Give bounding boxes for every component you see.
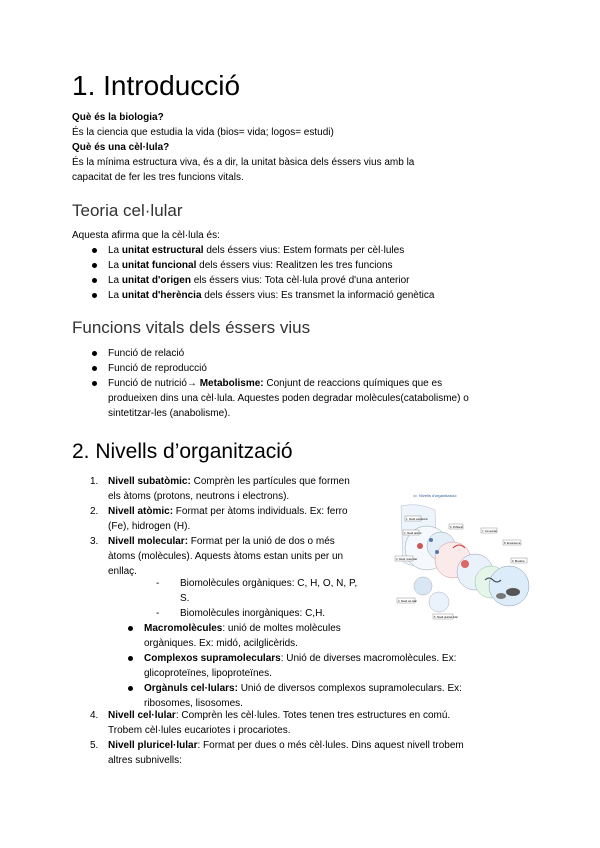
figure-label: 6. Població bbox=[450, 526, 463, 529]
list-item: La unitat estructural dels éssers vius: Estem formats per cèl·lules bbox=[90, 243, 434, 258]
figure-label: 5. Nivell pluricel·lular bbox=[434, 616, 458, 619]
intro-block bbox=[72, 110, 532, 185]
list-item: La unitat funcional dels éssers vius: Realitzen les tres funcions bbox=[90, 258, 434, 273]
answer-biologia: És la ciencia que estudia la vida (bios= vida; logos= estudi) bbox=[72, 127, 334, 138]
question-cellula: Què és una cèl·lula? bbox=[72, 142, 170, 153]
list-item: - Biomolècules orgàniques: C, H, O, N, P, S. bbox=[156, 578, 358, 604]
figure-label: 9. Biosfera bbox=[512, 560, 525, 563]
figure-label: 8. Ecosistema bbox=[504, 542, 521, 545]
biomolecules-list bbox=[156, 576, 386, 621]
subtitle-teoria-cellular: Teoria cel·lular bbox=[72, 201, 183, 220]
list-item: Macromolècules: unió de moltes molècules orgàniques. Ex: midó, acilglicèrids. bbox=[126, 621, 506, 651]
figure-label: 2. Nivell atòmic bbox=[404, 532, 422, 535]
section-title-nivells: 2. Nivells d’organització bbox=[72, 440, 293, 463]
section-title-introduccio: 1. Introducció bbox=[72, 70, 241, 101]
list-item: - Biomolècules inorgàniques: C,H. bbox=[156, 608, 326, 619]
answer-cellula-line1: És la mínima estructura viva, és a dir, la unitat bàsica dels éssers vius amb la bbox=[72, 157, 415, 168]
teoria-list bbox=[90, 243, 434, 303]
nivells-list-bottom bbox=[90, 708, 520, 768]
teoria-intro: Aquesta afirma que la cèl·lula és: bbox=[72, 230, 220, 241]
figure-label: 3. Nivell molecular bbox=[396, 558, 418, 561]
funcions-list bbox=[90, 346, 530, 421]
subtitle-funcions-vitals: Funcions vitals dels éssers vius bbox=[72, 318, 311, 337]
figure-label: 1. Nivell subatòmic bbox=[406, 518, 428, 521]
list-item: 5. Nivell pluricel·lular: Format per dues o més cèl·lules. Dins aquest nivell trobem altres subnivells: bbox=[90, 740, 464, 766]
figure-label: 7. Comunitat bbox=[482, 530, 497, 533]
list-item: 3. Nivell molecular: Format per la unió de dos o més àtoms (molècules). Aquests àtoms estan units per un enllaç. bbox=[90, 536, 344, 577]
molecular-sublist bbox=[126, 621, 506, 711]
list-item: Funció de nutrició→ Metabolisme: Conjunt de reaccions químiques que es produeixen dins una cèl·lula. Aquestes poden degradar molècules(catabolisme) o sintetitzar-les (anabolisme). bbox=[90, 376, 530, 421]
figure-caption: Nivells d'organització bbox=[419, 493, 457, 498]
question-biologia: Què és la biologia? bbox=[72, 112, 164, 123]
figure-label: 4. Nivell cel·lular bbox=[398, 600, 418, 603]
list-item: 1. Nivell subatòmic: Comprèn les partícules que formen els àtoms (protons, neutrons i electrons). bbox=[90, 476, 350, 502]
list-item: 2. Nivell atòmic: Format per àtoms individuals. Ex: ferro (Fe), hidrogen (H). bbox=[90, 506, 348, 532]
list-item: Complexos supramoleculars: Unió de diverses macromolècules. Ex: glicoproteïnes, lipoproteïnes. bbox=[126, 651, 506, 681]
list-item: Orgànuls cel·lulars: Unió de diversos complexos supramoleculars. Ex: ribosomes, lisosomes. bbox=[126, 681, 506, 711]
organization-levels-figure bbox=[393, 488, 530, 623]
list-item: La unitat d'herència dels éssers vius: Es transmet la informació genètica bbox=[90, 288, 434, 303]
answer-cellula-line2: capacitat de fer les tres funcions vitals. bbox=[72, 172, 244, 183]
list-item: 4. Nivell cel·lular: Comprèn les cèl·lules. Totes tenen tres estructures en comú. Trobem cèl·lules eucariotes i procariotes. bbox=[90, 710, 451, 736]
list-item: Funció de reproducció bbox=[90, 361, 530, 376]
list-item: Funció de relació bbox=[90, 346, 530, 361]
nivells-list-top bbox=[90, 474, 390, 579]
list-item: La unitat d'origen els éssers vius: Tota cèl·lula prové d'una anterior bbox=[90, 273, 434, 288]
